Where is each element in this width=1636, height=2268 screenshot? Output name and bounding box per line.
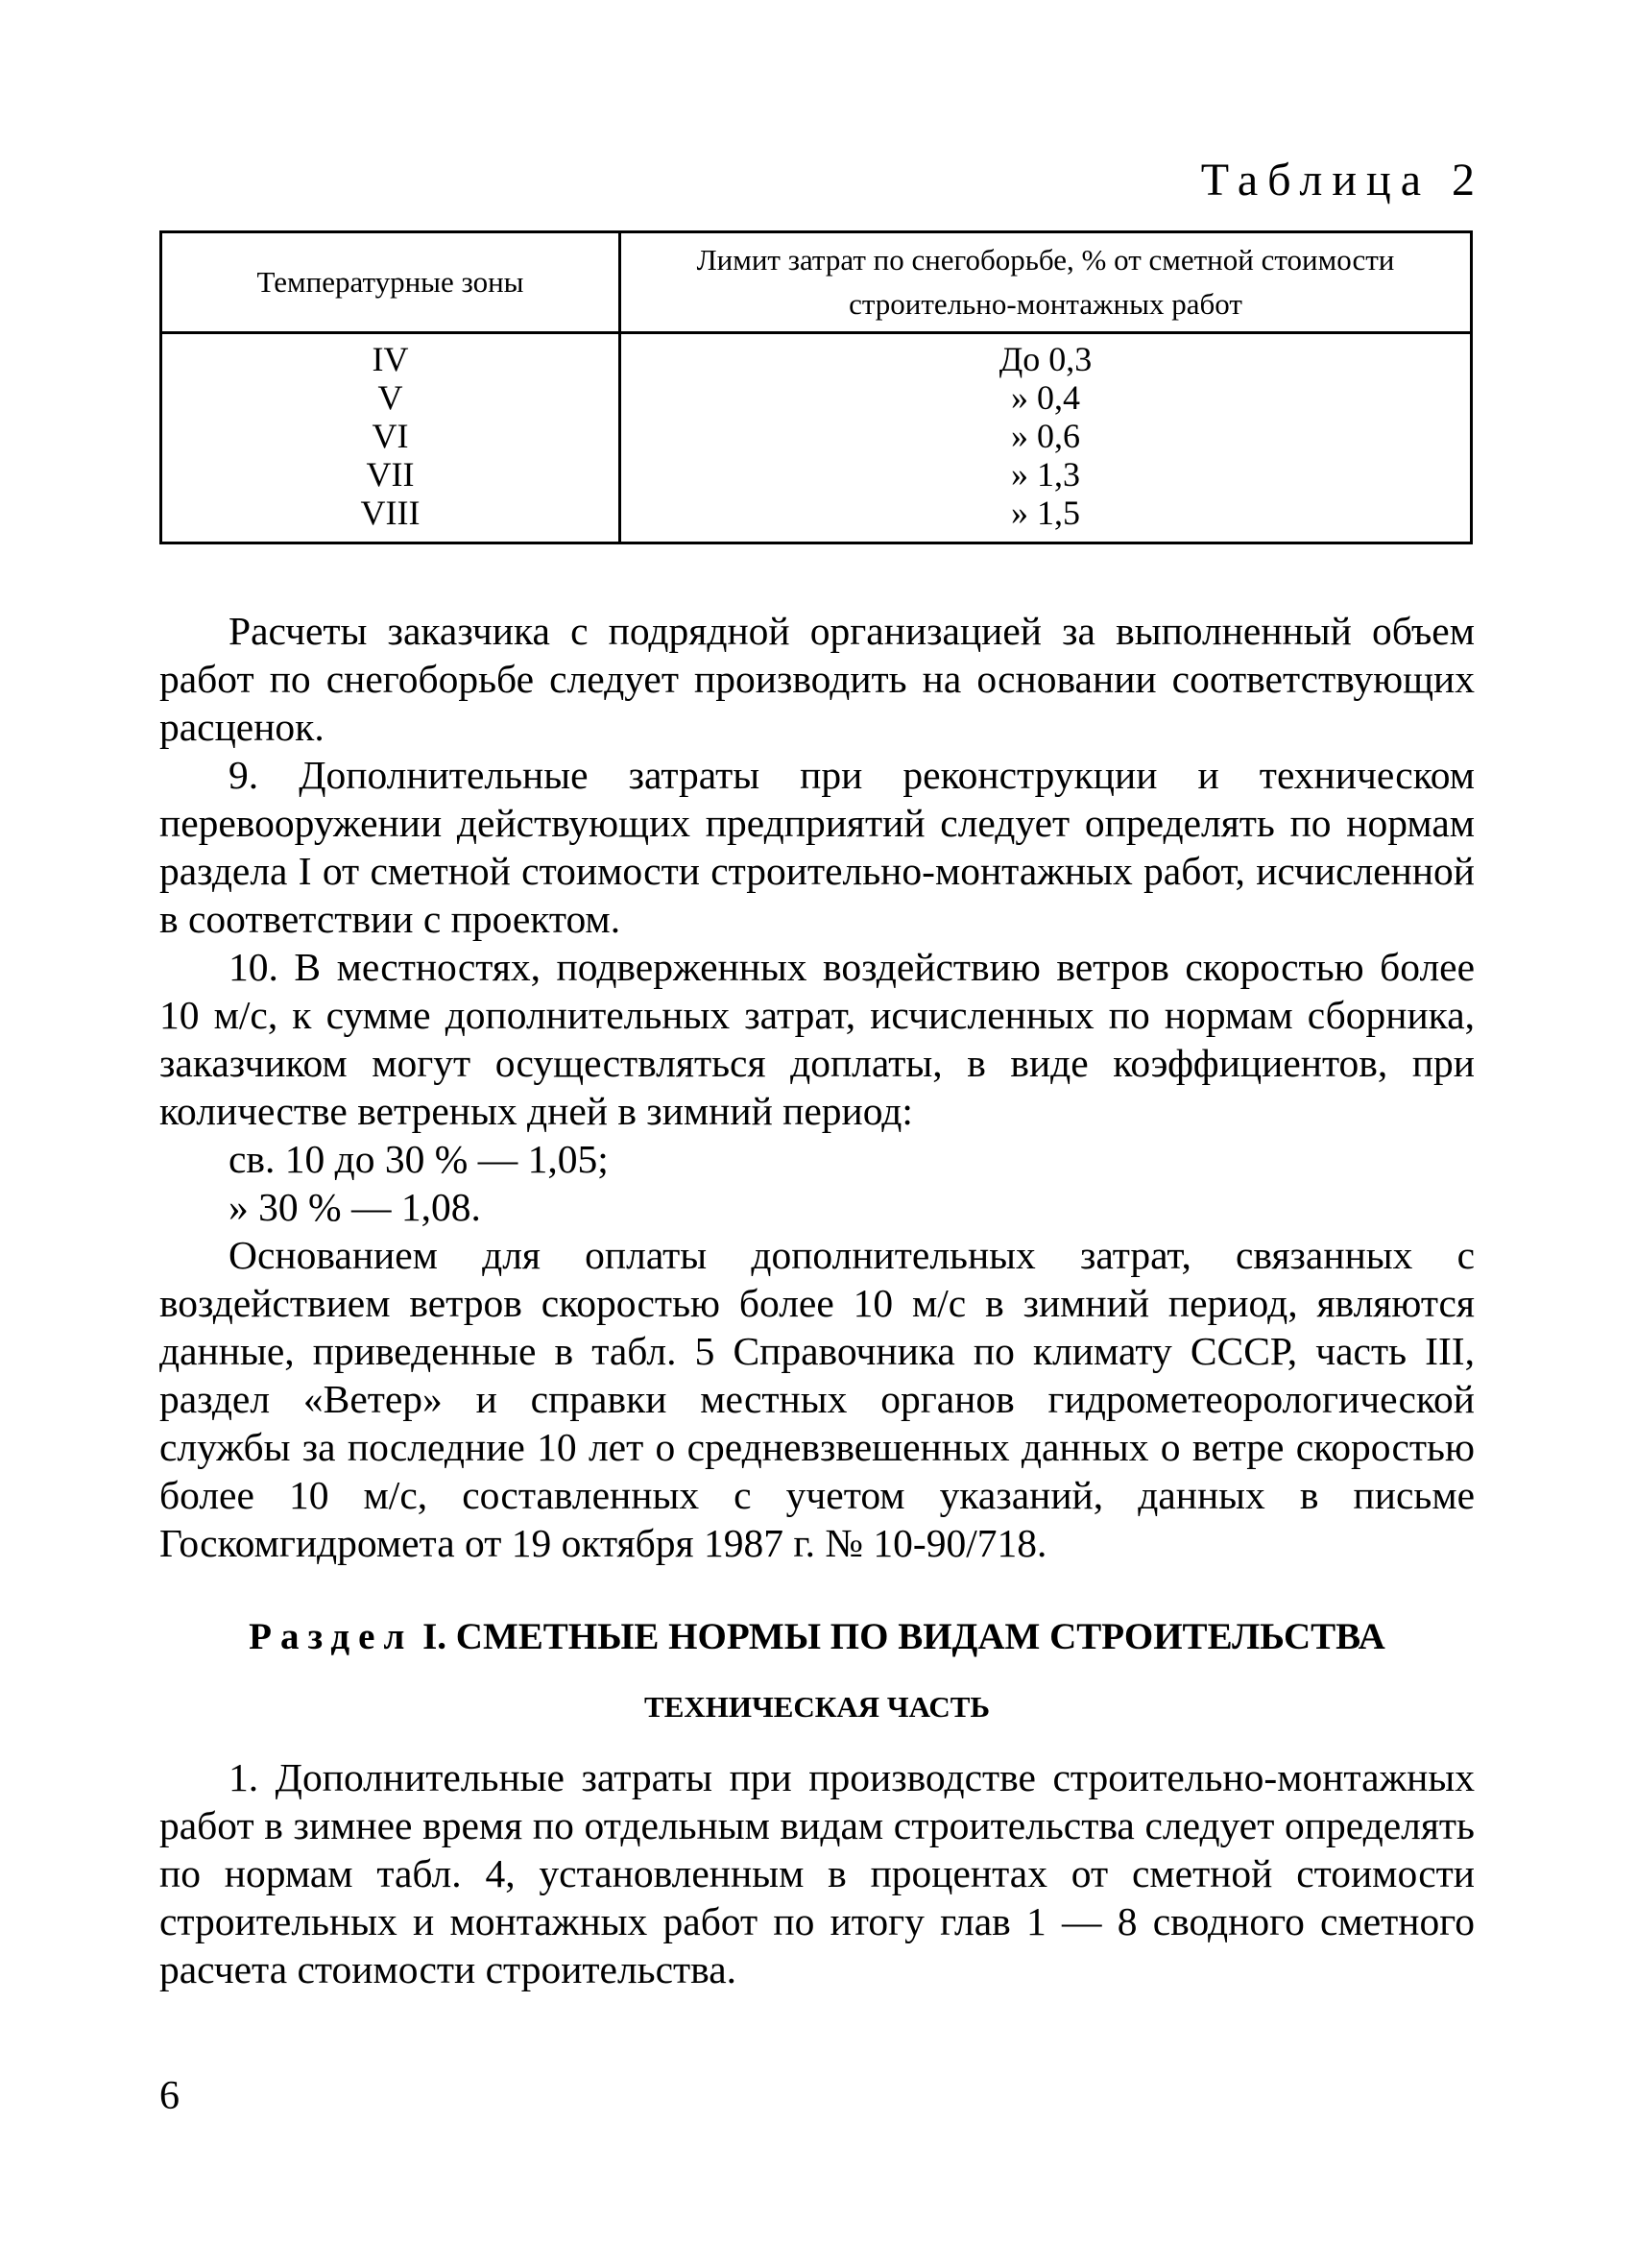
paragraph-9: 9. Дополнительные затраты при реконструкции и техническом перевооружении действующих предприятий следует определять по нормам раздела I от сметной стоимости строительно-монтажных работ, исчисленной в соответствии с проектом. — [159, 753, 1475, 941]
zone-cell: IV — [372, 340, 409, 378]
limit-cell: » 0,4 — [1011, 378, 1080, 417]
body-text-upper — [159, 607, 1475, 1567]
zone-cell: VII — [366, 455, 415, 494]
section-subtitle: ТЕХНИЧЕСКАЯ ЧАСТЬ — [644, 1690, 990, 1724]
limit-cell: » 1,5 — [1011, 494, 1080, 532]
zone-cell: VIII — [360, 494, 421, 532]
zone-cell: V — [377, 378, 403, 417]
table-container — [159, 230, 1473, 544]
limit-column — [620, 333, 1472, 543]
paragraph-basis: Основанием для оплаты дополнительных затрат, связанных с воздействием ветров скоростью более 10 м/с в зимний период, являются данные, приведенные в табл. 5 Справочника по климату СССР, часть III, раздел «Ветер» и справки местных органов гидрометеорологической службы за последние 10 лет о средневзвешенных данных о ветре скоростью более 10 м/с, составленных с учетом указаний, данных в письме Госкомгидромета от 19 октября 1987 г. № 10-90/718. — [159, 1233, 1475, 1565]
coefficient-line-2: » 30 % — 1,08. — [229, 1185, 481, 1229]
table-header-row — [161, 232, 1472, 333]
page-number: 6 — [159, 2074, 180, 2118]
snow-cost-limit-table — [159, 230, 1473, 544]
header-cost-limit: Лимит затрат по снегоборьбе, % от сметной стоимости строительно-монтажных работ — [620, 232, 1472, 333]
coefficient-line-1: св. 10 до 30 % — 1,05; — [229, 1137, 609, 1181]
table-caption: Таблица 2 — [1200, 155, 1484, 205]
zone-cell: VI — [372, 417, 409, 455]
section-title: I. СМЕТНЫЕ НОРМЫ ПО ВИДАМ СТРОИТЕЛЬСТВА — [422, 1616, 1385, 1657]
limit-cell: » 1,3 — [1011, 455, 1080, 494]
limit-cell: » 0,6 — [1011, 417, 1080, 455]
section-paragraph-1: 1. Дополнительные затраты при производстве строительно-монтажных работ в зимнее время по отдельным видам строительства следует определять по нормам табл. 4, установленным в процентах от сметной стоимости строительных и монтажных работ по итогу глав 1 — 8 сводного сметного расчета стоимости строительства. — [159, 1755, 1475, 1991]
paragraph-10: 10. В местностях, подверженных воздействию ветров скоростью более 10 м/с, к сумме дополнительных затрат, исчисленных по нормам сборника, заказчиком могут осуществляться доплаты, в виде коэффициентов, при количестве ветреных дней в зимний период: — [159, 945, 1475, 1133]
section-label: Раздел — [249, 1616, 414, 1657]
header-temperature-zones: Температурные зоны — [161, 232, 620, 333]
limit-cell: До 0,3 — [998, 340, 1093, 378]
table-body-row — [161, 333, 1472, 543]
zone-column — [161, 333, 620, 543]
paragraph-settlements: Расчеты заказчика с подрядной организацией за выполненный объем работ по снегоборьбе следует производить на основании соответствующих расценок. — [159, 609, 1475, 749]
body-text-lower — [159, 1753, 1475, 1993]
section-heading — [159, 1613, 1475, 1661]
